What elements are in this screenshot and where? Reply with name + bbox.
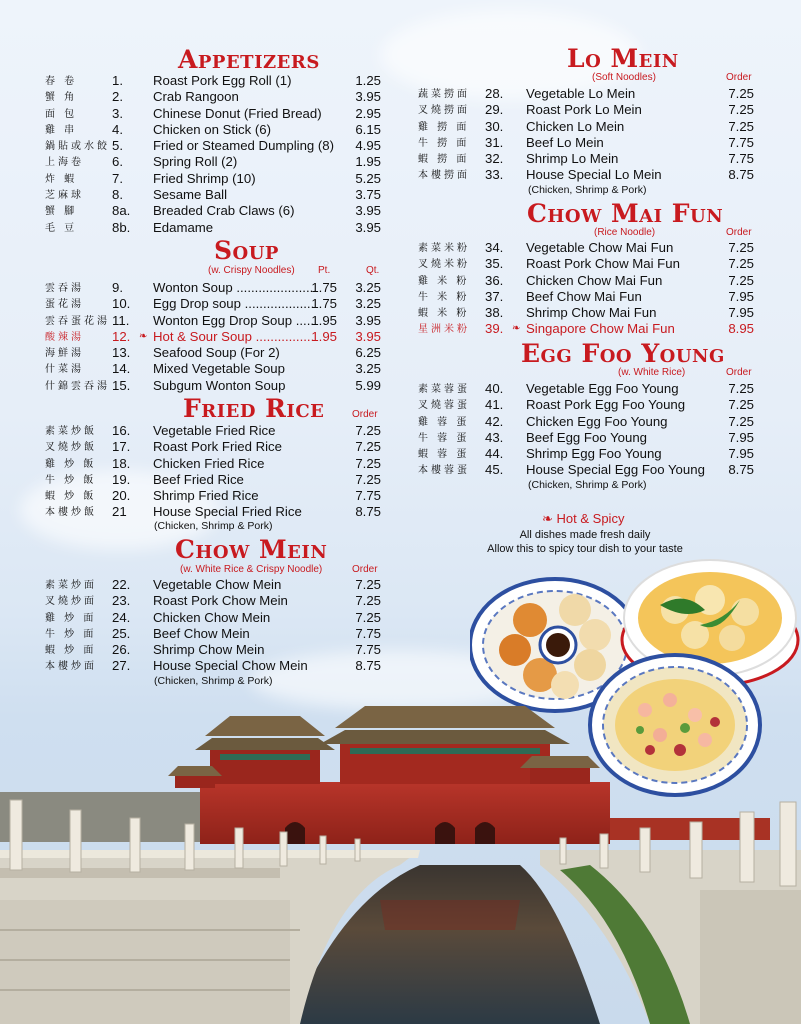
chinese-name: 叉燒米粉 bbox=[418, 259, 470, 271]
item-name: Fried or Steamed Dumpling (8) bbox=[153, 138, 335, 154]
chow-mein-list bbox=[45, 577, 385, 675]
chinese-name: 牛 炒 面 bbox=[45, 628, 97, 640]
lo-mein-order-label: Order bbox=[726, 72, 752, 83]
menu-item-row bbox=[418, 289, 758, 305]
item-name: Egg Drop soup ................... bbox=[153, 296, 315, 312]
chinese-name: 蟹 腳 bbox=[45, 206, 78, 218]
item-number: 42. bbox=[485, 413, 504, 429]
chinese-name: 芝麻球 bbox=[45, 190, 84, 202]
menu-item-row bbox=[418, 414, 758, 430]
lo-mein-note: (Chicken, Shrimp & Pork) bbox=[528, 184, 647, 196]
price: 7.25 bbox=[728, 413, 754, 429]
fried-rice-note: (Chicken, Shrimp & Pork) bbox=[154, 520, 273, 532]
price: 7.95 bbox=[728, 288, 754, 304]
chinese-name: 春 卷 bbox=[45, 76, 78, 87]
menu-item-row bbox=[418, 256, 758, 272]
hot-pepper-icon: ❧ bbox=[542, 511, 553, 526]
item-name: House Special Egg Foo Young bbox=[526, 462, 705, 478]
chow-mein-subtitle: (w. White Rice & Crispy Noodle) bbox=[180, 564, 323, 575]
price: 7.95 bbox=[728, 305, 754, 321]
menu-item-row bbox=[418, 135, 758, 151]
item-name: Beef Egg Foo Young bbox=[526, 429, 647, 445]
chinese-name: 星洲米粉 bbox=[418, 324, 470, 336]
item-number: 19. bbox=[112, 471, 131, 487]
item-number: 7. bbox=[112, 170, 123, 186]
item-number: 9. bbox=[112, 280, 123, 295]
chow-mai-fun-list bbox=[418, 240, 758, 338]
egg-foo-young-note: (Chicken, Shrimp & Pork) bbox=[528, 479, 647, 491]
menu-item-row bbox=[45, 423, 385, 439]
menu-item-row bbox=[45, 187, 385, 203]
menu-item-row bbox=[45, 472, 385, 488]
chinese-name: 素菜米粉 bbox=[418, 243, 470, 254]
item-number: 12. bbox=[112, 328, 131, 344]
menu-item-row bbox=[45, 658, 385, 674]
menu-item-row bbox=[418, 397, 758, 413]
chow-mai-fun-title: Chow Mai Fun bbox=[527, 199, 724, 228]
chinese-name: 雞 炒 面 bbox=[45, 612, 97, 624]
item-name: Chicken Fried Rice bbox=[153, 455, 265, 471]
menu-item-row bbox=[45, 577, 385, 593]
chow-mein-order-label: Order bbox=[352, 564, 378, 575]
item-name: House Special Fried Rice bbox=[153, 504, 302, 520]
price: 7.75 bbox=[728, 151, 754, 167]
menu-item-row bbox=[418, 321, 758, 337]
soup-qt-label: Qt. bbox=[366, 265, 380, 276]
chinese-name: 蝦 米 粉 bbox=[418, 308, 470, 320]
item-number: 44. bbox=[485, 446, 504, 462]
price: 4.95 bbox=[355, 138, 381, 154]
item-number: 17. bbox=[112, 439, 131, 455]
item-number: 41. bbox=[485, 397, 504, 413]
item-number: 10. bbox=[112, 296, 131, 312]
menu-item-row bbox=[45, 439, 385, 455]
hot-legend bbox=[542, 511, 624, 527]
chinese-name: 雲吞湯 bbox=[45, 283, 84, 294]
chinese-name: 素菜炒面 bbox=[45, 580, 97, 591]
item-number: 11. bbox=[112, 312, 130, 328]
item-number: 43. bbox=[485, 429, 504, 445]
chinese-name: 牛 米 粉 bbox=[418, 291, 470, 303]
price-pint: 1.75 bbox=[311, 296, 337, 312]
item-number: 16. bbox=[112, 423, 131, 438]
item-name: Roast Pork Egg Roll (1) bbox=[153, 73, 292, 88]
menu-item-row bbox=[45, 626, 385, 642]
item-number: 5. bbox=[112, 138, 123, 154]
item-name: Roast Pork Chow Mai Fun bbox=[526, 256, 680, 272]
item-number: 2. bbox=[112, 89, 123, 105]
price: 7.25 bbox=[355, 577, 381, 592]
chinese-name: 蔬菜撈面 bbox=[418, 89, 470, 100]
item-name: Breaded Crab Claws (6) bbox=[153, 203, 295, 219]
chinese-name: 本樓炒面 bbox=[45, 661, 97, 673]
item-name: House Special Chow Mein bbox=[153, 658, 308, 674]
item-name: Chicken Lo Mein bbox=[526, 118, 625, 134]
item-number: 25. bbox=[112, 625, 131, 641]
item-number: 37. bbox=[485, 288, 504, 304]
chinese-name: 本樓撈面 bbox=[418, 170, 470, 182]
price: 8.75 bbox=[728, 462, 754, 478]
item-number: 31. bbox=[485, 134, 504, 150]
item-name: Roast Pork Lo Mein bbox=[526, 102, 642, 118]
egg-foo-young-subtitle: (w. White Rice) bbox=[618, 367, 686, 378]
chinese-name: 雞 蓉 蛋 bbox=[418, 416, 470, 428]
menu-item-row bbox=[45, 329, 385, 345]
price: 7.95 bbox=[728, 446, 754, 462]
price: 7.25 bbox=[355, 471, 381, 487]
item-number: 8. bbox=[112, 187, 123, 203]
hot-pepper-icon: ❧ bbox=[139, 330, 148, 342]
chinese-name: 什菜湯 bbox=[45, 364, 84, 376]
menu-item-row bbox=[418, 430, 758, 446]
item-number: 1. bbox=[112, 73, 123, 88]
price: 3.95 bbox=[355, 89, 381, 105]
price-quart: 5.99 bbox=[355, 377, 381, 393]
price: 7.25 bbox=[355, 423, 381, 438]
spicy-note: Allow this to spicy tour dish to your taste bbox=[487, 543, 683, 555]
item-name: Vegetable Fried Rice bbox=[153, 423, 276, 438]
menu-item-row bbox=[418, 240, 758, 256]
menu-item-row bbox=[418, 167, 758, 183]
menu-item-row bbox=[418, 102, 758, 118]
item-name: Seafood Soup (For 2) bbox=[153, 345, 280, 361]
price: 7.25 bbox=[355, 439, 381, 455]
menu-item-row bbox=[418, 119, 758, 135]
chinese-name: 雞 米 粉 bbox=[418, 275, 470, 287]
item-number: 20. bbox=[112, 488, 131, 504]
lo-mein-subtitle: (Soft Noodles) bbox=[592, 72, 656, 83]
menu-item-row bbox=[45, 154, 385, 170]
chinese-name: 叉燒炒面 bbox=[45, 596, 97, 608]
chow-mein-note: (Chicken, Shrimp & Pork) bbox=[154, 675, 273, 687]
chow-mai-fun-order-label: Order bbox=[726, 227, 752, 238]
item-name: Beef Fried Rice bbox=[153, 471, 244, 487]
chinese-name: 上海卷 bbox=[45, 157, 84, 169]
chow-mein-title: Chow Mein bbox=[175, 535, 328, 564]
item-number: 27. bbox=[112, 658, 131, 674]
price: 7.75 bbox=[355, 625, 381, 641]
price-quart: 3.95 bbox=[355, 328, 381, 344]
menu-item-row bbox=[418, 151, 758, 167]
chinese-name: 蝦 炒 飯 bbox=[45, 491, 97, 503]
menu-item-row bbox=[45, 345, 385, 361]
price: 1.25 bbox=[355, 73, 381, 88]
chinese-name: 炸 蝦 bbox=[45, 173, 78, 185]
menu-item-row bbox=[45, 73, 385, 89]
item-number: 40. bbox=[485, 381, 504, 396]
price: 7.25 bbox=[355, 593, 381, 609]
price: 7.25 bbox=[355, 455, 381, 471]
item-name: Shrimp Chow Mai Fun bbox=[526, 305, 657, 321]
egg-foo-young-list bbox=[418, 381, 758, 479]
item-name: House Special Lo Mein bbox=[526, 167, 662, 183]
item-number: 13. bbox=[112, 345, 131, 361]
item-number: 34. bbox=[485, 240, 504, 255]
price: 7.75 bbox=[355, 488, 381, 504]
menu-item-row bbox=[45, 203, 385, 219]
item-name: Roast Pork Chow Mein bbox=[153, 593, 288, 609]
chinese-name: 蛋花湯 bbox=[45, 299, 84, 311]
chinese-name: 本樓蓉蛋 bbox=[418, 465, 470, 477]
menu-item-row bbox=[45, 171, 385, 187]
menu-item-row bbox=[418, 381, 758, 397]
item-name: Mixed Vegetable Soup bbox=[153, 361, 285, 377]
chinese-name: 雞 炒 飯 bbox=[45, 458, 97, 470]
item-number: 29. bbox=[485, 102, 504, 118]
menu-item-row bbox=[45, 220, 385, 236]
price: 1.95 bbox=[355, 154, 381, 170]
item-number: 39. bbox=[485, 321, 504, 337]
price: 7.25 bbox=[728, 240, 754, 255]
item-name: Chicken Chow Mein bbox=[153, 609, 271, 625]
menu-item-row bbox=[418, 305, 758, 321]
item-number: 28. bbox=[485, 86, 504, 101]
price-quart: 3.25 bbox=[355, 361, 381, 377]
price: 7.25 bbox=[728, 86, 754, 101]
price-quart: 3.95 bbox=[355, 312, 381, 328]
price: 7.95 bbox=[728, 429, 754, 445]
price: 8.75 bbox=[355, 504, 381, 520]
price: 5.25 bbox=[355, 170, 381, 186]
menu-item-row bbox=[418, 446, 758, 462]
menu-item-row bbox=[45, 504, 385, 520]
price-pint: 1.95 bbox=[311, 312, 337, 328]
price: 3.95 bbox=[355, 219, 381, 235]
item-name: Roast Pork Egg Foo Young bbox=[526, 397, 686, 413]
price: 7.25 bbox=[728, 397, 754, 413]
item-number: 35. bbox=[485, 256, 504, 272]
item-name: Beef Chow Mai Fun bbox=[526, 288, 642, 304]
price-quart: 6.25 bbox=[355, 345, 381, 361]
chinese-name: 叉燒撈面 bbox=[418, 105, 470, 117]
chinese-name: 毛 豆 bbox=[45, 222, 78, 234]
item-name: Edamame bbox=[153, 219, 214, 235]
item-name: Vegetable Lo Mein bbox=[526, 86, 636, 101]
item-number: 45. bbox=[485, 462, 504, 478]
price: 6.15 bbox=[355, 121, 381, 137]
chinese-name: 面 包 bbox=[45, 108, 78, 120]
forbidden-city-illustration bbox=[0, 700, 801, 1024]
item-name: Chicken Egg Foo Young bbox=[526, 413, 668, 429]
fried-rice-order-label: Order bbox=[352, 409, 378, 420]
item-name: Chicken on Stick (6) bbox=[153, 121, 271, 137]
item-name: Shrimp Fried Rice bbox=[153, 488, 259, 504]
item-name: Singapore Chow Mai Fun bbox=[526, 321, 675, 337]
lo-mein-title: Lo Mein bbox=[567, 44, 679, 73]
chinese-name: 蝦 撈 面 bbox=[418, 154, 470, 166]
menu-item-row bbox=[45, 313, 385, 329]
item-number: 23. bbox=[112, 593, 131, 609]
price: 7.25 bbox=[728, 118, 754, 134]
item-name: Hot & Sour Soup ................ bbox=[153, 328, 315, 344]
menu-item-row bbox=[45, 280, 385, 296]
item-number: 30. bbox=[485, 118, 504, 134]
menu-item-row bbox=[45, 610, 385, 626]
chow-mai-fun-subtitle: (Rice Noodle) bbox=[594, 227, 656, 238]
price: 3.95 bbox=[355, 203, 381, 219]
item-name: Beef Chow Mein bbox=[153, 625, 250, 641]
menu-item-row bbox=[45, 488, 385, 504]
chinese-name: 牛 蓉 蛋 bbox=[418, 432, 470, 444]
item-name: Chinese Donut (Fried Bread) bbox=[153, 105, 322, 121]
chinese-name: 蟹 角 bbox=[45, 92, 78, 104]
chinese-name: 牛 撈 面 bbox=[418, 137, 470, 149]
item-name: Fried Shrimp (10) bbox=[153, 170, 256, 186]
item-number: 38. bbox=[485, 305, 504, 321]
chinese-name: 叉燒炒飯 bbox=[45, 442, 97, 454]
soup-pt-label: Pt. bbox=[318, 265, 331, 276]
hot-pepper-icon: ❧ bbox=[512, 323, 521, 335]
price: 7.25 bbox=[728, 256, 754, 272]
chinese-name: 酸辣湯 bbox=[45, 331, 84, 343]
chinese-name: 牛 炒 飯 bbox=[45, 474, 97, 486]
chinese-name: 素菜炒飯 bbox=[45, 426, 97, 437]
chinese-name: 什錦雲吞湯 bbox=[45, 380, 110, 392]
price: 7.75 bbox=[355, 642, 381, 658]
price: 8.75 bbox=[355, 658, 381, 674]
item-name: Wonton Soup ...................... bbox=[153, 280, 317, 295]
egg-foo-young-title: Egg Foo Young bbox=[521, 339, 725, 368]
hot-legend-label: Hot & Spicy bbox=[556, 511, 625, 526]
item-number: 14. bbox=[112, 361, 131, 377]
item-number: 26. bbox=[112, 642, 131, 658]
soup-list bbox=[45, 280, 385, 394]
item-number: 3. bbox=[112, 105, 123, 121]
item-name: Shrimp Chow Mein bbox=[153, 642, 265, 658]
fried-rice-list bbox=[45, 423, 385, 521]
menu-item-row bbox=[45, 89, 385, 105]
item-number: 22. bbox=[112, 577, 131, 592]
item-name: Vegetable Chow Mein bbox=[153, 577, 282, 592]
menu-item-row bbox=[45, 642, 385, 658]
menu-item-row bbox=[45, 378, 385, 394]
price-pint: 1.75 bbox=[311, 280, 337, 295]
chinese-name: 素菜蓉蛋 bbox=[418, 384, 470, 395]
menu-item-row bbox=[45, 456, 385, 472]
chinese-name: 雲吞蛋花湯 bbox=[45, 315, 110, 327]
item-number: 8b. bbox=[112, 219, 131, 235]
item-number: 32. bbox=[485, 151, 504, 167]
item-number: 8a. bbox=[112, 203, 131, 219]
appetizers-title: Appetizers bbox=[178, 45, 320, 74]
item-number: 6. bbox=[112, 154, 123, 170]
item-name: Spring Roll (2) bbox=[153, 154, 238, 170]
price-quart: 3.25 bbox=[355, 280, 381, 295]
menu-item-row bbox=[45, 122, 385, 138]
menu-item-row bbox=[45, 593, 385, 609]
price: 8.75 bbox=[728, 167, 754, 183]
chinese-name: 蝦 炒 面 bbox=[45, 645, 97, 657]
chinese-name: 蝦 蓉 蛋 bbox=[418, 449, 470, 461]
appetizers-list bbox=[45, 73, 385, 236]
item-number: 36. bbox=[485, 272, 504, 288]
price: 2.95 bbox=[355, 105, 381, 121]
chinese-name: 本樓炒飯 bbox=[45, 507, 97, 519]
item-name: Sesame Ball bbox=[153, 187, 228, 203]
fried-rice-title: Fried Rice bbox=[183, 394, 325, 423]
item-number: 18. bbox=[112, 455, 131, 471]
chinese-name: 叉燒蓉蛋 bbox=[418, 400, 470, 412]
item-name: Crab Rangoon bbox=[153, 89, 239, 105]
item-number: 33. bbox=[485, 167, 504, 183]
soup-subtitle: (w. Crispy Noodles) bbox=[208, 265, 295, 276]
menu-item-row bbox=[418, 86, 758, 102]
item-name: Shrimp Egg Foo Young bbox=[526, 446, 662, 462]
chinese-name: 雞 撈 面 bbox=[418, 121, 470, 133]
item-number: 21 bbox=[112, 504, 127, 520]
menu-item-row bbox=[45, 296, 385, 312]
price-pint: 1.95 bbox=[311, 328, 337, 344]
menu-item-row bbox=[45, 138, 385, 154]
item-name: Shrimp Lo Mein bbox=[526, 151, 619, 167]
menu-item-row bbox=[45, 106, 385, 122]
item-number: 24. bbox=[112, 609, 131, 625]
chinese-name: 海鮮湯 bbox=[45, 348, 84, 360]
item-name: Vegetable Egg Foo Young bbox=[526, 381, 679, 396]
chinese-name: 鍋貼或水餃 bbox=[45, 141, 110, 153]
item-name: Chicken Chow Mai Fun bbox=[526, 272, 663, 288]
price: 7.25 bbox=[728, 272, 754, 288]
item-name: Roast Pork Fried Rice bbox=[153, 439, 282, 455]
lo-mein-list bbox=[418, 86, 758, 184]
menu-item-row bbox=[418, 462, 758, 478]
fresh-note: All dishes made fresh daily bbox=[519, 529, 651, 541]
item-name: Subgum Wonton Soup bbox=[153, 377, 286, 393]
menu-item-row bbox=[45, 361, 385, 377]
price: 8.95 bbox=[728, 321, 754, 337]
price: 7.25 bbox=[728, 381, 754, 396]
chinese-name: 雞 串 bbox=[45, 124, 78, 136]
price: 7.25 bbox=[355, 609, 381, 625]
item-name: Vegetable Chow Mai Fun bbox=[526, 240, 674, 255]
egg-foo-young-order-label: Order bbox=[726, 367, 752, 378]
price: 3.75 bbox=[355, 187, 381, 203]
price-quart: 3.25 bbox=[355, 296, 381, 312]
item-number: 15. bbox=[112, 377, 131, 393]
item-number: 4. bbox=[112, 121, 123, 137]
price: 7.75 bbox=[728, 134, 754, 150]
item-name: Wonton Egg Drop Soup ..... bbox=[153, 312, 315, 328]
price: 7.25 bbox=[728, 102, 754, 118]
item-name: Beef Lo Mein bbox=[526, 134, 604, 150]
soup-title: Soup bbox=[214, 236, 279, 265]
menu-item-row bbox=[418, 273, 758, 289]
